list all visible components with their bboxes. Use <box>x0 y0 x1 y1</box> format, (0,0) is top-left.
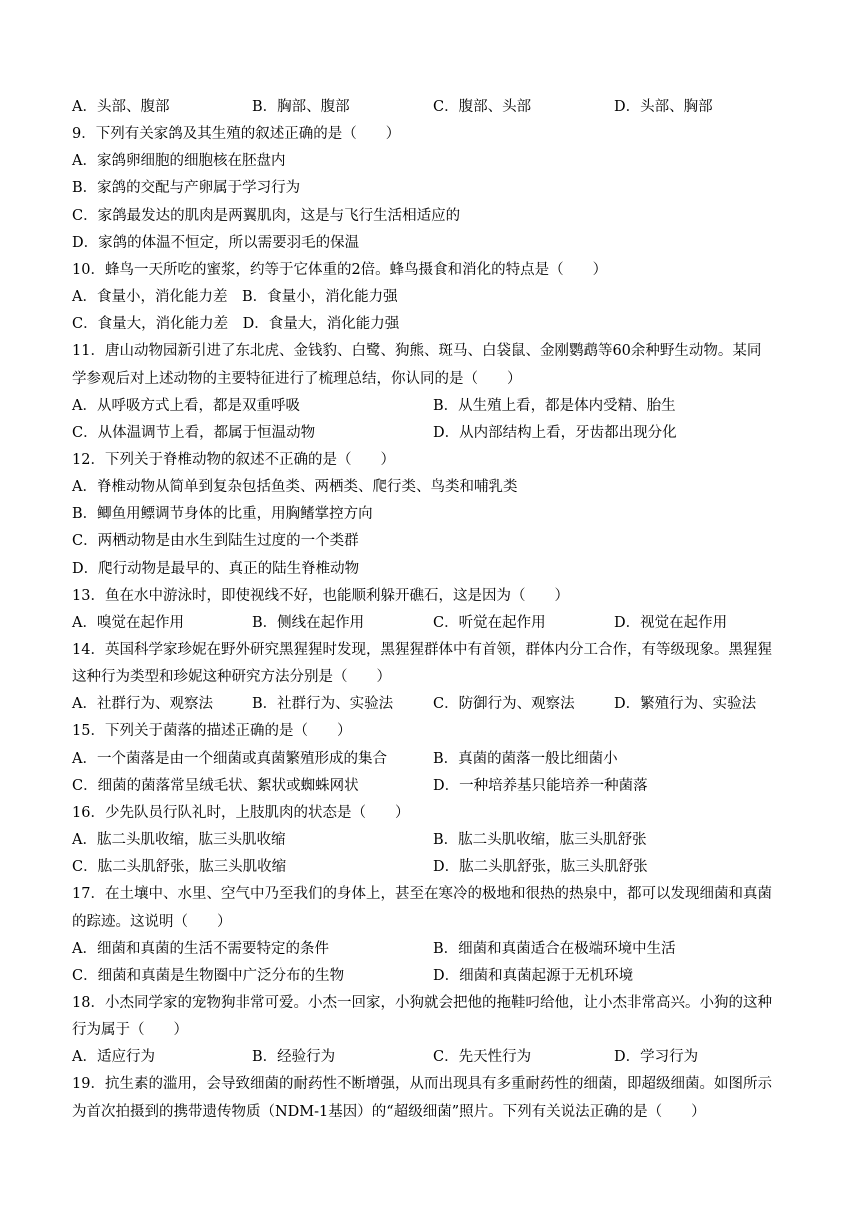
option-row <box>72 936 802 963</box>
text-line: 的踪迹。这说明（ ） <box>72 913 232 930</box>
option-row <box>72 854 802 881</box>
text-line: 为首次拍摄到的携带遗传物质（NDM-1基因）的“超级细菌”照片。下列有关说法正确的是（ ） <box>72 1103 706 1120</box>
answer-option: D．从内部结构上看，牙齿都出现分化 <box>433 424 677 441</box>
answer-option: D．繁殖行为、实验法 <box>614 696 757 713</box>
answer-option: C．从体温调节上看，都属于恒温动物 <box>72 424 316 441</box>
answer-option: A．嗅觉在起作用 <box>72 614 184 631</box>
answer-option: C．肱二头肌舒张，肱三头肌收缩 <box>72 859 287 876</box>
text-line: D．爬行动物是最早的、真正的陆生脊椎动物 <box>72 560 360 577</box>
text-line: 行为属于（ ） <box>72 1022 188 1039</box>
answer-option: D．细菌和真菌起源于无机环境 <box>433 967 634 984</box>
option-row <box>72 773 802 800</box>
answer-option: A．社群行为、观察法 <box>72 696 213 713</box>
text-line: 12．下列关于脊椎动物的叙述不正确的是（ ） <box>72 451 395 468</box>
answer-option: D．头部、胸部 <box>614 99 713 115</box>
answer-option: B．胸部、腹部 <box>252 99 350 115</box>
text-line: 10．蜂鸟一天所吃的蜜浆，约等于它体重的2倍。蜂鸟摄食和消化的特点是（ ） <box>72 261 608 278</box>
answer-option: A．肱二头肌收缩，肱三头肌收缩 <box>72 832 286 848</box>
text-line: B．家鸽的交配与产卵属于学习行为 <box>72 180 301 197</box>
text-line: A．食量小，消化能力差 B．食量小，消化能力强 <box>72 289 398 305</box>
answer-option: D．一种培养基只能培养一种菌落 <box>433 777 648 794</box>
answer-option: D．视觉在起作用 <box>614 614 728 631</box>
option-row <box>72 691 802 718</box>
text-line: 11．唐山动物园新引进了东北虎、金钱豹、白鹭、狗熊、斑马、白袋鼠、金刚鹦鹉等60余种野生动物。某同 <box>72 343 762 360</box>
option-row <box>72 420 802 447</box>
option-row <box>72 746 802 773</box>
text-line: B．鲫鱼用鳔调节身体的比重，用胸鳍掌控方向 <box>72 506 373 523</box>
text-line: C．食量大，消化能力差 D．食量大，消化能力强 <box>72 316 400 333</box>
option-row <box>72 393 802 420</box>
text-line: 学参观后对上述动物的主要特征进行了梳理总结，你认同的是（ ） <box>72 370 522 387</box>
answer-option: C．先天性行为 <box>433 1049 532 1066</box>
answer-option: A．从呼吸方式上看，都是双重呼吸 <box>72 397 300 414</box>
answer-option: B．侧线在起作用 <box>252 614 365 631</box>
text-line: 13．鱼在水中游泳时，即使视线不好，也能顺利躲开礁石，这是因为（ ） <box>72 587 569 604</box>
text-line: C．两栖动物是由水生到陆生过度的一个类群 <box>72 533 359 550</box>
text-line: 17．在土壤中、水里、空气中乃至我们的身体上，甚至在寒冷的极地和很热的热泉中，都可以发现细菌和真菌 <box>72 886 772 903</box>
text-line: 9．下列有关家鸽及其生殖的叙述正确的是（ ） <box>72 126 401 143</box>
answer-option: A．一个菌落是由一个细菌或真菌繁殖形成的集合 <box>72 750 387 767</box>
option-row <box>72 1044 802 1071</box>
option-row <box>72 827 802 854</box>
answer-option: B．真菌的菌落一般比细菌小 <box>433 750 618 767</box>
text-line: 18．小杰同学家的宠物狗非常可爱。小杰一回家，小狗就会把他的拖鞋叼给他，让小杰非常高兴。小狗的这种 <box>72 994 772 1011</box>
answer-option: C．腹部、头部 <box>433 99 532 115</box>
answer-option: D．肱二头肌舒张，肱三头肌舒张 <box>433 859 648 876</box>
answer-option: B．肱二头肌收缩，肱三头肌舒张 <box>433 832 647 848</box>
answer-option: B．从生殖上看，都是体内受精、胎生 <box>433 397 676 414</box>
answer-option: C．防御行为、观察法 <box>433 696 575 713</box>
text-line: A．家鸽卵细胞的细胞核在胚盘内 <box>72 153 286 170</box>
option-row <box>72 610 802 637</box>
option-row <box>72 94 802 121</box>
text-line: 这种行为类型和珍妮这种研究方法分别是（ ） <box>72 669 391 686</box>
answer-option: D．学习行为 <box>614 1049 699 1066</box>
text-line: C．家鸽最发达的肌肉是两翼肌肉，这是与飞行生活相适应的 <box>72 207 461 224</box>
answer-option: B．细菌和真菌适合在极端环境中生活 <box>433 940 676 957</box>
text-line: D．家鸽的体温不恒定，所以需要羽毛的保温 <box>72 234 360 251</box>
answer-option: B．社群行为、实验法 <box>252 696 394 713</box>
text-line: 15．下列关于菌落的描述正确的是（ ） <box>72 723 352 740</box>
answer-option: A．细菌和真菌的生活不需要特定的条件 <box>72 940 329 957</box>
text-line: 19．抗生素的滥用，会导致细菌的耐药性不断增强，从而出现具有多重耐药性的细菌，即超级细菌。如图所示 <box>72 1076 772 1093</box>
text-line: A．脊椎动物从简单到复杂包括鱼类、两栖类、爬行类、鸟类和哺乳类 <box>72 479 518 496</box>
answer-option: B．经验行为 <box>252 1049 336 1066</box>
answer-option: C．听觉在起作用 <box>433 614 546 631</box>
answer-option: C．细菌和真菌是生物圈中广泛分布的生物 <box>72 967 345 984</box>
text-line: 14．英国科学家珍妮在野外研究黑猩猩时发现，黑猩猩群体中有首领，群体内分工合作，有等级现象。黑猩猩 <box>72 642 772 658</box>
option-row <box>72 963 802 990</box>
text-line: 16．少先队员行队礼时，上肢肌肉的状态是（ ） <box>72 804 410 821</box>
answer-option: A．适应行为 <box>72 1049 155 1066</box>
answer-option: A．头部、腹部 <box>72 99 170 115</box>
answer-option: C．细菌的菌落常呈绒毛状、絮状或蜘蛛网状 <box>72 777 359 794</box>
